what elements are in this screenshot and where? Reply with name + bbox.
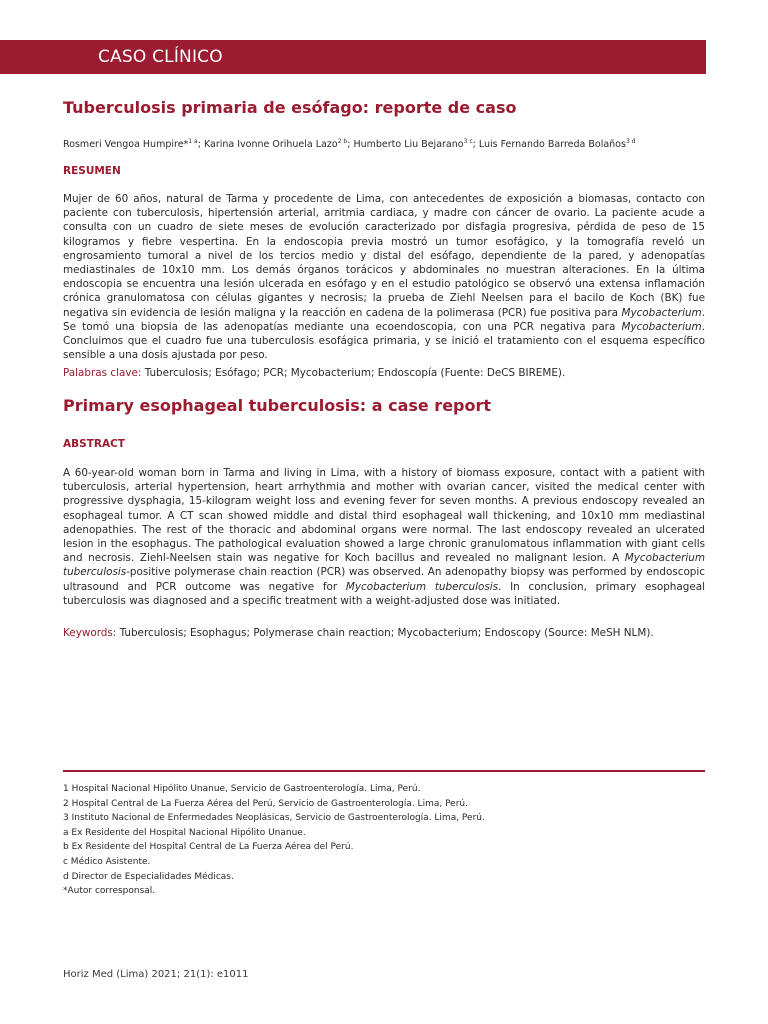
affiliation-note: *Autor corresponsal. — [63, 886, 156, 897]
author-name: Humberto Liu Bejarano — [353, 139, 464, 151]
abstract-italic: Mycobacterium tuberculosis — [63, 552, 705, 579]
palabras-clave — [63, 366, 705, 380]
affiliation-notes — [63, 782, 705, 899]
palabras-clave-text: Tuberculosis; Esófago; PCR; Mycobacterium; Endoscopía (Fuente: DeCS BIREME). — [141, 367, 566, 379]
keywords-text: Tuberculosis; Esophagus; Polymerase chain reaction; Mycobacterium; Endoscopy (Source: MeSH NLM). — [116, 627, 654, 639]
author-affiliation: 1 a — [188, 138, 198, 145]
resumen-text — [63, 192, 705, 362]
article-title-es: Tuberculosis primaria de esófago: reporte de caso — [63, 98, 517, 117]
affiliation-note: c Médico Asistente. — [63, 856, 151, 867]
abstract-heading: ABSTRACT — [63, 438, 125, 450]
abstract-part: . In conclusion, primary esophageal tuberculosis was diagnosed and a specific treatment with a weight-adjusted dose was initiated. — [63, 580, 706, 607]
abstract-part: -positive polymerase chain reaction (PCR) was observed. An adenopathy biopsy was performed by endoscopic ultrasound and PCR outcome was negative for — [63, 566, 705, 593]
affiliation-note: a Ex Residente del Hospital Nacional Hipólito Unanue. — [63, 827, 306, 838]
resumen-part: . Se tomó una biopsia de las adenopatías mediante una ecoendoscopia, con una PCR negativa para — [63, 306, 705, 333]
article-title-en: Primary esophageal tuberculosis: a case report — [63, 396, 492, 415]
affiliation-note: 3 Instituto Nacional de Enfermedades Neoplásicas, Servicio de Gastroenterología. Lima, Perú. — [63, 813, 485, 824]
keywords-label: Keywords: — [63, 627, 117, 639]
resumen-italic: Mycobacterium — [621, 306, 702, 319]
resumen-italic: Mycobacterium — [621, 320, 702, 333]
footnote-divider — [63, 770, 705, 772]
resumen-part: . Concluimos que el cuadro fue una tuberculosis esofágica primaria, y se inició el tratamiento con el esquema específico sensible a una dosis ajustada por peso. — [63, 320, 705, 362]
author-name: Luis Fernando Barreda Bolaños — [478, 139, 626, 151]
author-name: Rosmeri Vengoa Humpire* — [63, 139, 189, 151]
affiliation-note: b Ex Residente del Hospital Central de La Fuerza Aérea del Perú. — [63, 842, 354, 853]
abstract-italic: Mycobacterium tuberculosis — [345, 580, 499, 593]
author-list: Rosmeri Vengoa Humpire*$^{1 a}$; Karina Ivonne Orihuela Lazo$^{2 b}$; Humberto Liu Bejarano$^{3 c}$; Luis Fernando Barreda Bolaños$^{3 d}$ — [63, 138, 636, 151]
affiliation-note: 1 Hospital Nacional Hipólito Unanue, Servicio de Gastroenterología. Lima, Perú. — [63, 784, 421, 794]
affiliation-note: 2 Hospital Central de La Fuerza Aérea del Perú, Servicio de Gastroenterología. Lima, Perú. — [63, 798, 468, 809]
author-affiliation: 3 c — [463, 138, 473, 145]
resumen-part: Mujer de 60 años, natural de Tarma y procedente de Lima, con antecedentes de exposición a biomasas, contacto con paciente con tuberculosis, hipertensión arterial, arritmia cardiaca, y madre con cáncer de ovario. La paciente acude a consulta con un cuadro de siete meses de evolución caracterizado por disfagia progresiva, pérdida de peso de 15 kilogramos y fiebre vespertina. En la endoscopia previa mostró un tumor esofágico, y la tomografía reveló un engrosamiento tumoral a nivel de los tercios medio y distal del esófago, dependiente de la pared, y adenopatías mediastinales de 10x10 mm. Los demás órganos torácicos y abdominales no muestran alteraciones. En la última endoscopia se encuentra una lesión ulcerada en esófago y en el estudio patológico se observó una extensa inflamación crónica granulomatosa con células gigantes y necrosis; la prueba de Ziehl Neelsen para el bacilo de Koch (BK) fue negativa sin evidencia de lesión maligna y la reacción en cadena de la polimerasa (PCR) fue positiva para — [63, 193, 705, 319]
journal-citation: Horiz Med (Lima) 2021; 21(1): e1011 — [63, 969, 249, 980]
keywords — [63, 626, 705, 640]
section-banner: CASO CLÍNICO — [0, 40, 706, 74]
author-affiliation: 2 b — [337, 138, 348, 145]
abstract-text — [63, 466, 705, 608]
affiliation-note: d Director de Especialidades Médicas. — [63, 871, 234, 882]
author-name: Karina Ivonne Orihuela Lazo — [203, 139, 338, 151]
abstract-part: A 60-year-old woman born in Tarma and living in Lima, with a history of biomass exposure, contact with a patient with tuberculosis, arterial hypertension, heart arrhythmia and mother with ovarian cancer, visited the medical center with progressive dysphagia, 15-kilogram weight loss and evening fever for seven months. A previous endoscopy revealed an esophageal tumor. A CT scan showed middle and distal third esophageal wall thickening, and 10x10 mm mediastinal adenopathies. The rest of the thoracic and abdominal organs were normal. The last endoscopy revealed an ulcerated lesion in the esophagus. The pathological evaluation showed a large chronic granulomatous inflammation with giant cells and necrosis. Ziehl-Neelsen stain was negative for Koch bacillus and revealed no malignant lesion. A — [63, 467, 705, 565]
author-affiliation: 3 d — [625, 138, 636, 145]
palabras-clave-label: Palabras clave: — [63, 367, 142, 379]
resumen-heading: RESUMEN — [63, 165, 121, 177]
